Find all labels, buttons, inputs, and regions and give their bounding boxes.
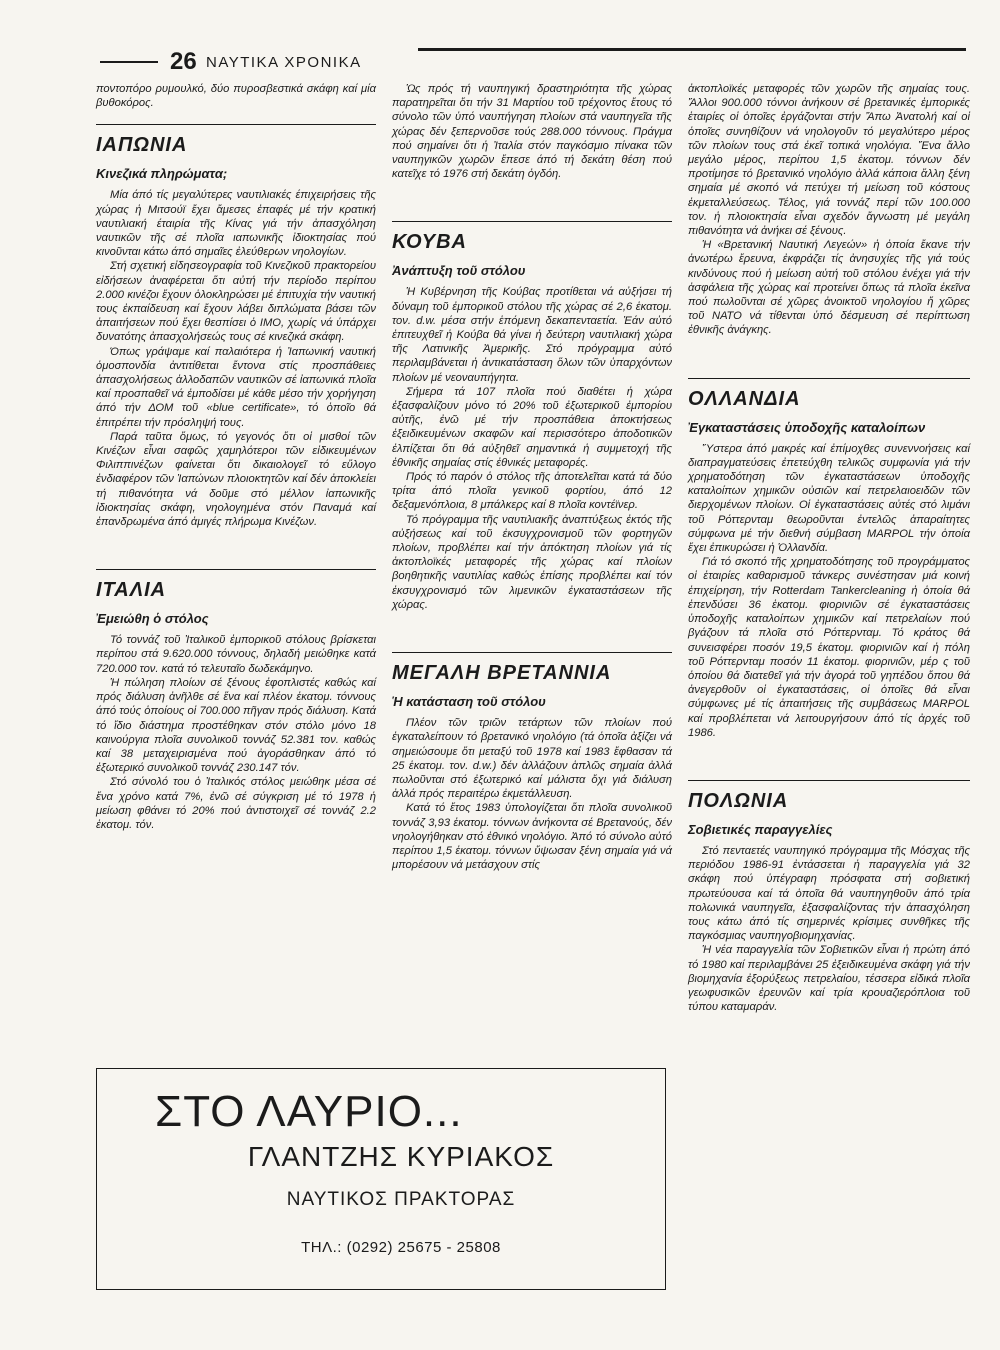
ad-headline: ΣΤΟ ΛΑΥΡΙΟ... — [155, 1087, 463, 1136]
paragraph: Ἡ Κυβέρνηση τῆς Κούβας προτίθεται νά αὐξήσει τή δύναμη τοῦ ἐμπορικοῦ στόλου τῆς χώρας σέ 2,6 ἑκατομ. τον. d.w. μέσα στήν ἑπόμενη δεκαπενταετία. Ἐάν αὐτό ἐπιτευχθεῖ ἡ Κούβα θά γίνει ἡ δεύτερη ναυτιλιακή χώρα τῆς Λατινικῆς Ἀμερικῆς. Στό πρόγραμμα αὐτό περιλαμβάνεται ἡ ἀντικατάσταση ὅλων τῶν ὑπαρχόντων πλοίων μέ νεοναυπήγητα. — [392, 286, 672, 384]
ad-business-type: ΝΑΥΤΙΚΟΣ ΠΡΑΚΤΟΡΑΣ — [286, 1189, 516, 1210]
section-heading-uk: ΜΕΓΑΛΗ ΒΡΕΤΑΝΝΙΑ — [392, 662, 612, 685]
page-number: 26 — [170, 48, 197, 75]
article-title-uk: Ἡ κατάσταση τοῦ στόλου — [392, 694, 546, 710]
paragraph: ἀκτοπλοϊκές μεταφορές τῶν χωρῶν τῆς σημαίας τους. Ἄλλοι 900.000 τόννοι ἀνήκουν σέ βρετανικές ἐμπορικές ἑταιρίες οἱ ὁποῖες ἐργάζονται στήν Ἄπω Ἀνατολή καί οἱ ὁποῖες συνηθίζουν νά νηολογοῦν τό μεγαλύτερο μέρος τῶν πλοίων τους στά ἐκεῖ τοπικά νηολόγια. Ἕνα ἄλλο μεγάλο μέρος, περίπου 1,5 ἑκατομ. τόννων δέν προτίμησε τό βρετανικό νηολόγιο ἀλλά κάποια ἄλλη ξένη σημαία μέ σκοπό νά πετύχει τή μείωση τοῦ κόστους ἐκμεταλλεύσεως. Τέλος, γιά τοννάζ περί τῶν 100.000 τον. ἡ πλοιοκτησία εἶναι σχεδόν ἄγνωστη μέ μεγάλη πιθανότητα νά ἀνήκει σέ ξένους. — [688, 83, 970, 238]
paragraph: Στή σχετική εἰδησεογραφία τοῦ Κινεζικοῦ πρακτορείου εἰδήσεων ἀναφέρεται ὅτι αὐτή τήν περίοδο περίπου 2.000 κινέζοι ἔχουν ὁλοκληρώσει μέ ἐπιτυχία τήν ναυτική τους ἐκπαίδευση καί ἔχουν λάβει διπλώματα βάσει τῶν ἀπαιτήσεων πού ἔχει θεσπίσει ὁ ΙΜΟ, χωρίς νά ὑπάρχει δυνατότης ἀπασχολήσεώς τους σέ κινεζικά σκάφη. — [96, 260, 376, 344]
article-title-japan: Κινεζικά πληρώματα; — [96, 166, 228, 182]
paragraph: Γιά τό σκοπό τῆς χρηματοδότησης τοῦ προγράμματος οἱ ἑταιρίες καθαρισμοῦ τάνκερς συνέστησαν μιά κοινή ἐπιχείρηση, τήν Rotterdam Tankercleaning ἡ ὁποία θά ἐπενδύσει 36 ἑκατομ. φιορινιῶν σέ ἐγκαταστάσεις ὑποδοχῆς καταλοίπων χημικῶν καί πετρελαίων πού βγάζουν τά πλοῖα στό Ρόττερνταμ. Τό κράτος θά συνεισφέρει ποσόν 19,5 ἑκατομ. φιορινιῶν καί ἡ πόλη τοῦ Ρόττερνταμ ποσόν 11 ἑκατομ. φιορινιῶν, μέρ ς τοῦ ὁποίου θά διατεθεῖ γιά τήν ἀγορά τοῦ γηπέδου ὅπου θά ἀνεγερθοῦν οἱ ἐγκαταστάσεις, οἱ ὁποῖες θά εἶναι σύμφωνες μέ τίς ἀπαιτήσεις τῆς συμβάσεως MARPOL καί προβλέπεται νά λειτουργήσουν άπό τίς ἀρχές τοῦ 1986. — [688, 556, 970, 739]
column-2 — [392, 82, 672, 872]
section-heading-netherlands: ΟΛΛΑΝΔΙΑ — [688, 387, 801, 410]
paragraph: Ὕστερα άπό μακρές καί ἐπίμοχθες συνεννοήσεις καί διαπραγματεύσεις ἐπετεύχθη τελικῶς συμφωνία γιά τήν χρηματοδότηση τῶν ἐγκαταστάσεων ὑποδοχῆς καταλοίπων χημικῶν οὐσιῶν καί πετρελαιοειδῶν τῶν διερχομένων πλοίων. Οἱ ἐγκαταστάσεις αὐτές στό λιμάνι τοῦ Ρόττερνταμ θεωροῦνται ἐντελῶς ἀπαραίτητες σύμφωνα μέ τήν διεθνή σύμβαση MARPOL τήν ὁποία ἔχει ἐπικυρώσει ἡ Ὁλλανδία. — [688, 442, 970, 555]
section-heading-japan: ΙΑΠΩΝΙΑ — [96, 134, 188, 157]
paragraph: Όπως γράψαμε καί παλαιότερα ἡ Ἰαπωνική ναυτική ὁμοσπονδία ἀντιτίθεται ἔντονα στίς προσπάθειες ἀπασχολήσεως ἀλλοδαπῶν ναυτικῶν σέ ἰαπωνικά πλοῖα καί προσπαθεῖ νά ἐμποδίσει μέ κάθε μέσο τήν χορήγηση άπό τήν ΔΟΜ τοῦ «blue certificate», τό ὁποῖο θά ἐπιτρέπει τήν πρόσληψή τους. — [96, 345, 376, 429]
section-divider — [96, 569, 376, 570]
header-rule-left — [100, 61, 158, 63]
section-heading-cuba: ΚΟΥΒΑ — [392, 231, 467, 254]
paragraph: Πρός τό παρόν ὁ στόλος τῆς ἀποτελεῖται κατά τά δύο τρίτα άπό πλοῖα γενικοῦ φορτίου, άπό 12 δεξαμενόπλοια, 8 μπάλκερς καί 8 πλοῖα κοντέϊνερ. — [392, 471, 672, 512]
paragraph: Μία άπό τίς μεγαλύτερες ναυτιλιακές έπιχειρήσεις τῆς χώρας ἡ Μιτσούϊ ἔχει ἄμεσες ἐπαφές μέ τήν κρατική ναυτιλιακή έταιρία τῆς Κίνας γιά τήν ἀπασχόληση ναυτικῶν τῆς σέ πλοῖα ιαπωνικῆς ἰδιοκτησίας πού κινοῦνται κάτω άπό σημαῖες ἐλεύθερων νηολογίων. — [96, 189, 376, 259]
paragraph: Κατά τό ἔτος 1983 ὑπολογίζεται ὅτι πλοῖα συνολικοῦ τοννάζ 3,93 ἑκατομ. τόννων ἀνήκοντα σέ Βρετανούς, δέν νηολογήθηκαν στό ἐθνικό νηολόγιο. Ἀπό τό σύνολο αὐτό περίπου 1,5 ἑκατομ. τόννων ὕψωσαν ξένη σημαία γιά νά μπορέσουν νά μετάσχουν στίς — [392, 802, 672, 872]
column-3 — [688, 82, 970, 1014]
continued-text: ποντοπόρο ρυμουλκό, δύο πυροσβεστικά σκάφη καί μία βυθοκόρος. — [96, 83, 376, 110]
section-divider — [688, 378, 970, 379]
article-title-poland: Σοβιετικές παραγγελίες — [688, 821, 833, 837]
paragraph: Σήμερα τά 107 πλοῖα πού διαθέτει ἡ χώρα ἐξασφαλίζουν μόνο τό 20% τοῦ ἐξωτερικοῦ ἐμπορίου αὐτῆς, ἐνῶ μέ τήν προσπάθεια ἀποκτήσεως ἐξειδικευμένων σκαφῶν καί περισσότερο ἀποδοτικῶν ἐλπίζεται ὅτι θά αὐξηθεῖ σημαντικά ἡ συμμετοχή τῆς ἐθνικῆς σημαίας στίς ἐθνικές μεταφορές. — [392, 385, 672, 469]
article-title-netherlands: Ἐγκαταστάσεις ὑποδοχῆς καταλοίπων — [688, 419, 926, 435]
article-title-cuba: Ἀνάπτυξη τοῦ στόλου — [392, 263, 526, 279]
article-title-italy: Ἐμειώθη ὁ στόλος — [96, 611, 209, 627]
paragraph: Πλέον τῶν τριῶν τετάρτων τῶν πλοίων πού ἐγκαταλείπουν τό βρετανικό νηολόγιο (τά ὁποῖα ἀξίζει νά σημειώσουμε ὅτι μεταξύ τοῦ 1978 καί 1983 ἔφθασαν τά 25 ἑκατομ. τον. d.w.) δέν ἀλλάζουν ἁπλῶς σημαία ἀλλά πωλοῦνται στό ἐξωτερικό καί μάλιστα ὄχι γιά διάλυση ἀλλά πρός περαιτέρω ἐκμετάλλευση. — [392, 717, 672, 801]
section-divider — [392, 221, 672, 222]
publication-title: ΝΑΥΤΙΚΑ ΧΡΟΝΙΚΑ — [206, 54, 362, 71]
ad-phone: ΤΗΛ.: (0292) 25675 - 25808 — [301, 1239, 501, 1256]
header-rule-right — [418, 48, 966, 51]
paragraph: Ἡ «Βρετανική Ναυτική Λεγεών» ἡ ὁποία ἔκανε τήν ἀνωτέρω ἔρευνα, ἐκφράζει τίς ἀνησυχίες τῆς γιά τούς κινδύνους πού ἡ μείωση αὐτή τοῦ στόλου ἐνέχει γιά τήν ἀσφάλεια τῆς χώρας καί προτείνει ὅπως τά πλοῖα ἐκεῖνα πού πωλοῦνται σέ χῶρες ἀνοικτοῦ νηολογίου ἤ χῶρες τοῦ ΝΑΤΟ νά τίθενται ὑπό δέσμευση σέ περίπτωση ἐθνικῆς ἀνάγκης. — [688, 239, 970, 337]
paragraph: Ὡς πρός τή ναυπηγική δραστηριότητα τῆς χώρας παρατηρεῖται ὅτι τήν 31 Μαρτίου τοῦ τρέχοντος ἔτους τό σύνολο τῶν ὑπό ναυπήγηση πλοίων στά ναυπηγεῖα τῆς χώρας δέν ξεπερνοῦσε τούς 288.000 τόννους. Πράγμα πού σημαίνει ὅτι ἡ Ἰταλία στόν παγκόσμιο πίνακα τῶν ναυπηγικῶν χωρῶν ἔπεσε άπό τή δεκάτη θέση πού κατεῖχε τό 1976 στή δεκάτη ὀγδόη. — [392, 83, 672, 181]
paragraph: Τό τοννάζ τοῦ Ἰταλικοῦ ἐμπορικοῦ στόλους βρίσκεται περίπου στά 9.620.000 τόννους, δηλαδή μειώθηκε κατά 720.000 τον. κατά τό τελευταῖο δωδεκάμηνο. — [96, 634, 376, 675]
section-heading-italy: ΙΤΑΛΙΑ — [96, 579, 167, 602]
section-divider — [392, 652, 672, 653]
advertisement-box — [96, 1068, 666, 1290]
column-1 — [96, 82, 376, 832]
paragraph: Στό πενταετές ναυπηγικό πρόγραμμα τῆς Μόσχας τῆς περιόδου 1986-91 ἐντάσσεται ἡ παραγγελία γιά 32 σκάφη πού ὑπέγραφη πρόσφατα στή σοβιετική πρωτεύουσα καί τά ὁποῖα θά ναυπηγηθοῦν άπό τρία πολωνικά ναυπηγεῖα, ἐξασφαλίζοντας τήν ἀπασχόληση τους κάτω άπό τίς σημερινές κρίσιμες συνθῆκες τῆς παγκόσμιας ναυπηγοβιομηχανίας. — [688, 844, 970, 943]
paragraph: Τό πρόγραμμα τῆς ναυτιλιακῆς ἀναπτύξεως ἐκτός τῆς αὐξήσεως καί τοῦ ἐκσυγχρονισμοῦ τῶν φορτηγῶν πλοίων, προβλέπει καί τήν ἀπόκτηση πλοίων γιά τίς ἀκτοπλοϊκές μεταφορές τῆς χώρας καί πλοίων βοηθητικῆς ναυτιλίας καθώς ἐπίσης προβλέπει καί τόν ἐκσυγχρονισμό τῶν λιμενικῶν ἐγκαταστάσεων τῆς χώρας. — [392, 513, 672, 611]
paragraph: Στό σύνολό του ὁ Ἰταλικός στόλος μειώθηκ μέσα σέ ἕνα χρόνο κατά 7%, ἐνῶ σέ σύγκριση μέ τό 1978 ἡ μείωση φθάνει τό 20% πού ἀντιστοιχεῖ σέ τοννάζ 2.2 ἑκατομ. τόν. — [96, 776, 376, 831]
paragraph: Ἡ πώληση πλοίων σέ ξένους ἐφοπλιστές καθώς καί πρός διάλυση ἀνῆλθε σέ ἕνα καί πλέον ἑκατομ. τόννους άπό τούς ὁποίους οἱ 700.000 πῆγαν πρός διάλυση. Κατά τό ἴδιο διάστημα προστέθηκαν στόν στόλο μόνο 18 καινούργια πλοῖα συνολικοῦ τοννάζ 52.381 τον. καθώς καί 38 μεταχειρισμένα πού ἀγοράσθηκαν άπό τό ἐξωτερικό συνολικοῦ τοννάζ 230.147 τόν. — [96, 676, 376, 775]
section-divider — [688, 780, 970, 781]
page-header — [100, 44, 966, 80]
paragraph: Ἡ νέα παραγγελία τῶν Σοβιετικῶν εἶναι ἡ πρώτη άπό τό 1980 καί περιλαμβάνει 25 ἐξειδικευμένα σκάφη γιά τήν βιομηχανία ἐξορύξεως πετρελαίου, τέσσερα εἰδικά πλοῖα γεωφυσικῶν ἐρευνῶν καί τρία κρουαζιερόπλοια τοῦ τύπου καταμαράν. — [688, 944, 970, 1014]
section-heading-poland: ΠΟΛΩΝΙΑ — [688, 789, 789, 812]
paragraph: Παρά ταῦτα ὅμως, τό γεγονός ὅτι οἱ μισθοί τῶν Κινέζων εἶναι σαφῶς χαμηλότεροι τῶν εἰδικευμένων Φιλιππινέζων φαίνεται ὅτι δικαιολογεῖ τό εὔλογο ἐνδιαφέρον τῶν Ἰαπώνων πλοιοκτητῶν καί δέν ἀποκλείει τή πιθανότητα νά δοῦμε στό μέλλον ἰαπωνικῆς ἰδιοκτησίας σκάφη, νηολογημένα στόν Παναμά καί ἐπανδρωμένα άπό ἀμιγές πλήρωμα Κινέζων. — [96, 430, 376, 529]
ad-company-name: ΓΛΑΝΤΖΗΣ ΚΥΡΙΑΚΟΣ — [247, 1141, 555, 1172]
section-divider — [96, 124, 376, 125]
